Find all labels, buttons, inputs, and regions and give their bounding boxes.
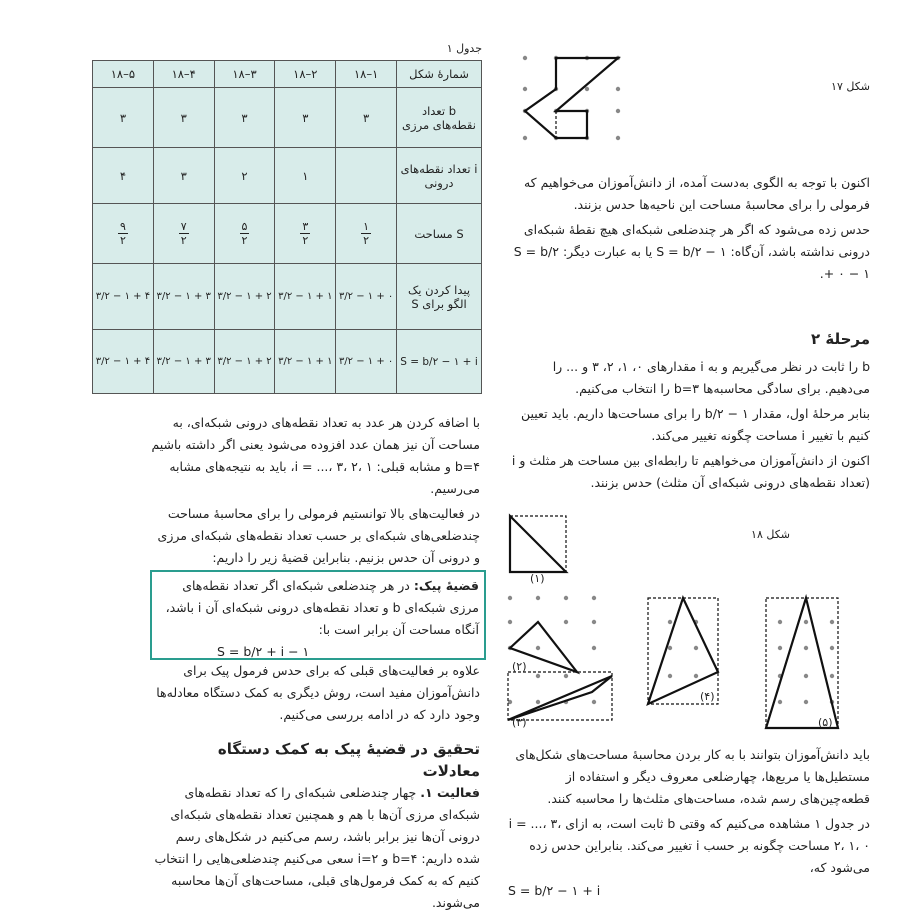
frac-den: ۲: [241, 234, 248, 247]
table-header: ۵–۱۸: [93, 61, 154, 88]
table-row: [93, 264, 482, 330]
frac-num: ۹: [119, 220, 126, 233]
table-row: [93, 204, 482, 264]
table-header-row: [93, 61, 482, 88]
table-cell: [214, 204, 275, 264]
table-cell: ۳: [336, 88, 397, 148]
triangle-4: [648, 598, 718, 704]
table-cell: ۳/۲ − ۱ + ۰: [336, 330, 397, 394]
table-row: [93, 148, 482, 204]
figure-18-label: شکل ۱۸: [751, 528, 790, 541]
left-text-bottom: [150, 782, 480, 914]
table-header: ۱–۱۸: [336, 61, 397, 88]
table-cell: ۳/۲ − ۱ + ۲: [214, 330, 275, 394]
row-label: i تعداد نقطه‌های درونی: [397, 148, 482, 204]
paragraph: باید دانش‌آموزان بتوانند با به کار بردن محاسبهٔ مساحت‌های شکل‌های مستطیل‌ها یا مربع‌ها، چهارضلعی معروف دیگر و استفاده از قطعه‌چین‌های رسم شده، مساحت‌های مثلث‌ها را محاسبه کنند.: [515, 747, 870, 806]
table-row: [93, 88, 482, 148]
paragraph: با اضافه کردن هر عدد به تعداد نقطه‌های درونی شبکه‌ای، به مساحت آن نیز همان عدد افزوده می‌شود یعنی اگر داشته باشیم b=۴ و مشابه قبلی: i = ...، ۳، ۲، ۱، باید به نتیجه‌های مشابه می‌رسیم.: [151, 415, 480, 496]
frac-den: ۲: [363, 234, 370, 247]
table-cell: ۳/۲ − ۱ + ۳: [153, 264, 214, 330]
pick-table: [92, 60, 482, 394]
table-cell: [336, 148, 397, 204]
activity-text: چهار چندضلعی شبکه‌ای را که تعداد نقطه‌های شبکه‌ای مرزی آن‌ها با هم و همچنین تعداد نقطه‌های شبکه‌ای درونی آن‌ها نیز برابر باشد، رسم می‌کنیم در شکل‌های رسم شده داریم: b=۴ و i=۲ سعی می‌کنیم چندضلعی‌هایی را انتخاب کنیم که به کمک فرمول‌های قبلی، مساحت‌های آن‌ها محاسبه می‌شوند.: [154, 785, 480, 910]
paragraph: در فعالیت‌های بالا توانستیم فرمولی را برای محاسبهٔ مساحت چندضلعی‌های شبکه‌ای بر حسب تعداد نقطه‌های شبکه‌ای مرزی و درونی آن حدس بزنیم. بنابراین قضیهٔ زیر را داریم:: [157, 506, 480, 565]
figure-17: [515, 50, 635, 160]
frac-den: ۲: [180, 234, 187, 247]
table-header: ۴–۱۸: [153, 61, 214, 88]
table-cell: ۳: [93, 88, 154, 148]
paragraph: علاوه بر فعالیت‌های قبلی که برای حدس فرمول پیک برای دانش‌آموزان مفید است، روش دیگری به کمک دستگاه معادله‌ها وجود دارد که در ادامه بررسی می‌کنیم.: [156, 663, 480, 722]
table-cell: [275, 204, 336, 264]
right-text-bottom: [505, 744, 870, 882]
table-cell: ۳/۲ − ۱ + ۴: [93, 330, 154, 394]
table-cell: ۳: [153, 88, 214, 148]
table-cell: ۳: [275, 88, 336, 148]
section-title: تحقیق در قضیهٔ پیک به کمک دستگاه معادلات: [217, 740, 480, 780]
paragraph: حدس زده می‌شود که اگر هر چندضلعی شبکه‌ای هیچ نقطهٔ شبکه‌ای درونی نداشته باشد، آن‌گاه: S = b/۲ − ۱ یا به عبارت دیگر: S = b/۲ + ۰ − ۱.: [513, 222, 870, 281]
left-text-mid: [150, 660, 480, 729]
frac-den: ۲: [302, 234, 309, 247]
frac-den: ۲: [119, 234, 126, 247]
table-header: ۳–۱۸: [214, 61, 275, 88]
activity-title: فعالیت ۱.: [420, 785, 480, 800]
polygon-shape: [525, 58, 618, 138]
paragraph: اکنون با توجه به الگوی به‌دست آمده، از دانش‌آموزان می‌خواهیم که فرمولی را برای محاسبهٔ مساحت این ناحیه‌ها حدس بزنند.: [523, 175, 870, 212]
table-cell: ۳/۲ − ۱ + ۴: [93, 264, 154, 330]
figure-number: (۱): [530, 572, 545, 585]
paragraph: در جدول ۱ مشاهده می‌کنیم که وقتی b ثابت است، به ازای i = ...، ۳، ۲، ۱، ۰ مساحت چگونه بر حسب i تغییر می‌کند. بنابراین حدس زده می‌شود که،: [508, 816, 870, 875]
paragraph: بنابر مرحلهٔ اول، مقدار b/۲ − ۱ را برای مساحت‌ها داریم. باید تعیین کنیم با تغییر i مساحت چگونه تغییر می‌کند.: [520, 406, 870, 443]
right-text-top: [505, 172, 870, 288]
table-cell: ۳: [214, 88, 275, 148]
figure-number: (۲): [512, 660, 527, 673]
figure-18: [500, 512, 860, 734]
left-text-top: [150, 412, 480, 572]
stage-title: مرحلهٔ ۲: [810, 330, 870, 348]
theorem-formula: S = b/۲ + i − ۱: [217, 644, 310, 659]
table-cell: ۳: [153, 148, 214, 204]
triangle-5: [766, 598, 838, 728]
row-label: S = b/۲ − ۱ + i: [397, 330, 482, 394]
frac-num: ۷: [180, 220, 187, 233]
paragraph: b را ثابت در نظر می‌گیریم و به i مقدارهای ۰، ۱، ۲، ۳ و ... را می‌دهیم. برای سادگی محاسبه‌ها b=۳ را انتخاب می‌کنیم.: [552, 359, 870, 396]
dashed-rectangle: [766, 598, 838, 728]
table-cell: ۳/۲ − ۱ + ۰: [336, 264, 397, 330]
table-header: شمارهٔ شکل: [397, 61, 482, 88]
table-cell: [153, 204, 214, 264]
frac-num: ۳: [302, 220, 309, 233]
frac-num: ۱: [363, 220, 370, 233]
table-header: ۲–۱۸: [275, 61, 336, 88]
theorem-box: [150, 570, 486, 660]
theorem-text: در هر چندضلعی شبکه‌ای اگر تعداد نقطه‌های مرزی شبکه‌ای b و تعداد نقطه‌های درونی شبکه‌ای آن i باشد، آنگاه مساحت آن برابر است با:: [165, 578, 479, 637]
row-label: b تعداد نقطه‌های مرزی: [397, 88, 482, 148]
theorem-title: قضیهٔ پیک:: [413, 578, 479, 593]
frac-num: ۵: [241, 220, 248, 233]
table-row: [93, 330, 482, 394]
table-cell: ۴: [93, 148, 154, 204]
table-cell: ۳/۲ − ۱ + ۳: [153, 330, 214, 394]
table-cell: ۳/۲ − ۱ + ۱: [275, 264, 336, 330]
table-cell: ۳/۲ − ۱ + ۱: [275, 330, 336, 394]
figure-number: (۳): [512, 716, 527, 729]
row-label: S مساحت: [397, 204, 482, 264]
table-cell: ۱: [275, 148, 336, 204]
figure-number: (۵): [818, 716, 833, 729]
table-cell: ۳/۲ − ۱ + ۲: [214, 264, 275, 330]
table-caption: جدول ۱: [446, 42, 482, 55]
right-text-mid: [505, 356, 870, 497]
table-cell: [93, 204, 154, 264]
figure-17-label: شکل ۱۷: [831, 80, 870, 93]
triangle-1: [510, 516, 566, 572]
table-cell: [336, 204, 397, 264]
triangle-3: [508, 676, 612, 720]
row-label: پیدا کردن یک الگو برای S: [397, 264, 482, 330]
final-formula: S = b/۲ − ۱ + i: [508, 883, 601, 898]
figure-number: (۴): [700, 690, 715, 703]
table-cell: ۲: [214, 148, 275, 204]
paragraph: اکنون از دانش‌آموزان می‌خواهیم تا رابطه‌ای بین مساحت هر مثلث و i (تعداد نقطه‌های درونی شبکه‌ای آن مثلث) حدس بزنند.: [511, 453, 870, 490]
